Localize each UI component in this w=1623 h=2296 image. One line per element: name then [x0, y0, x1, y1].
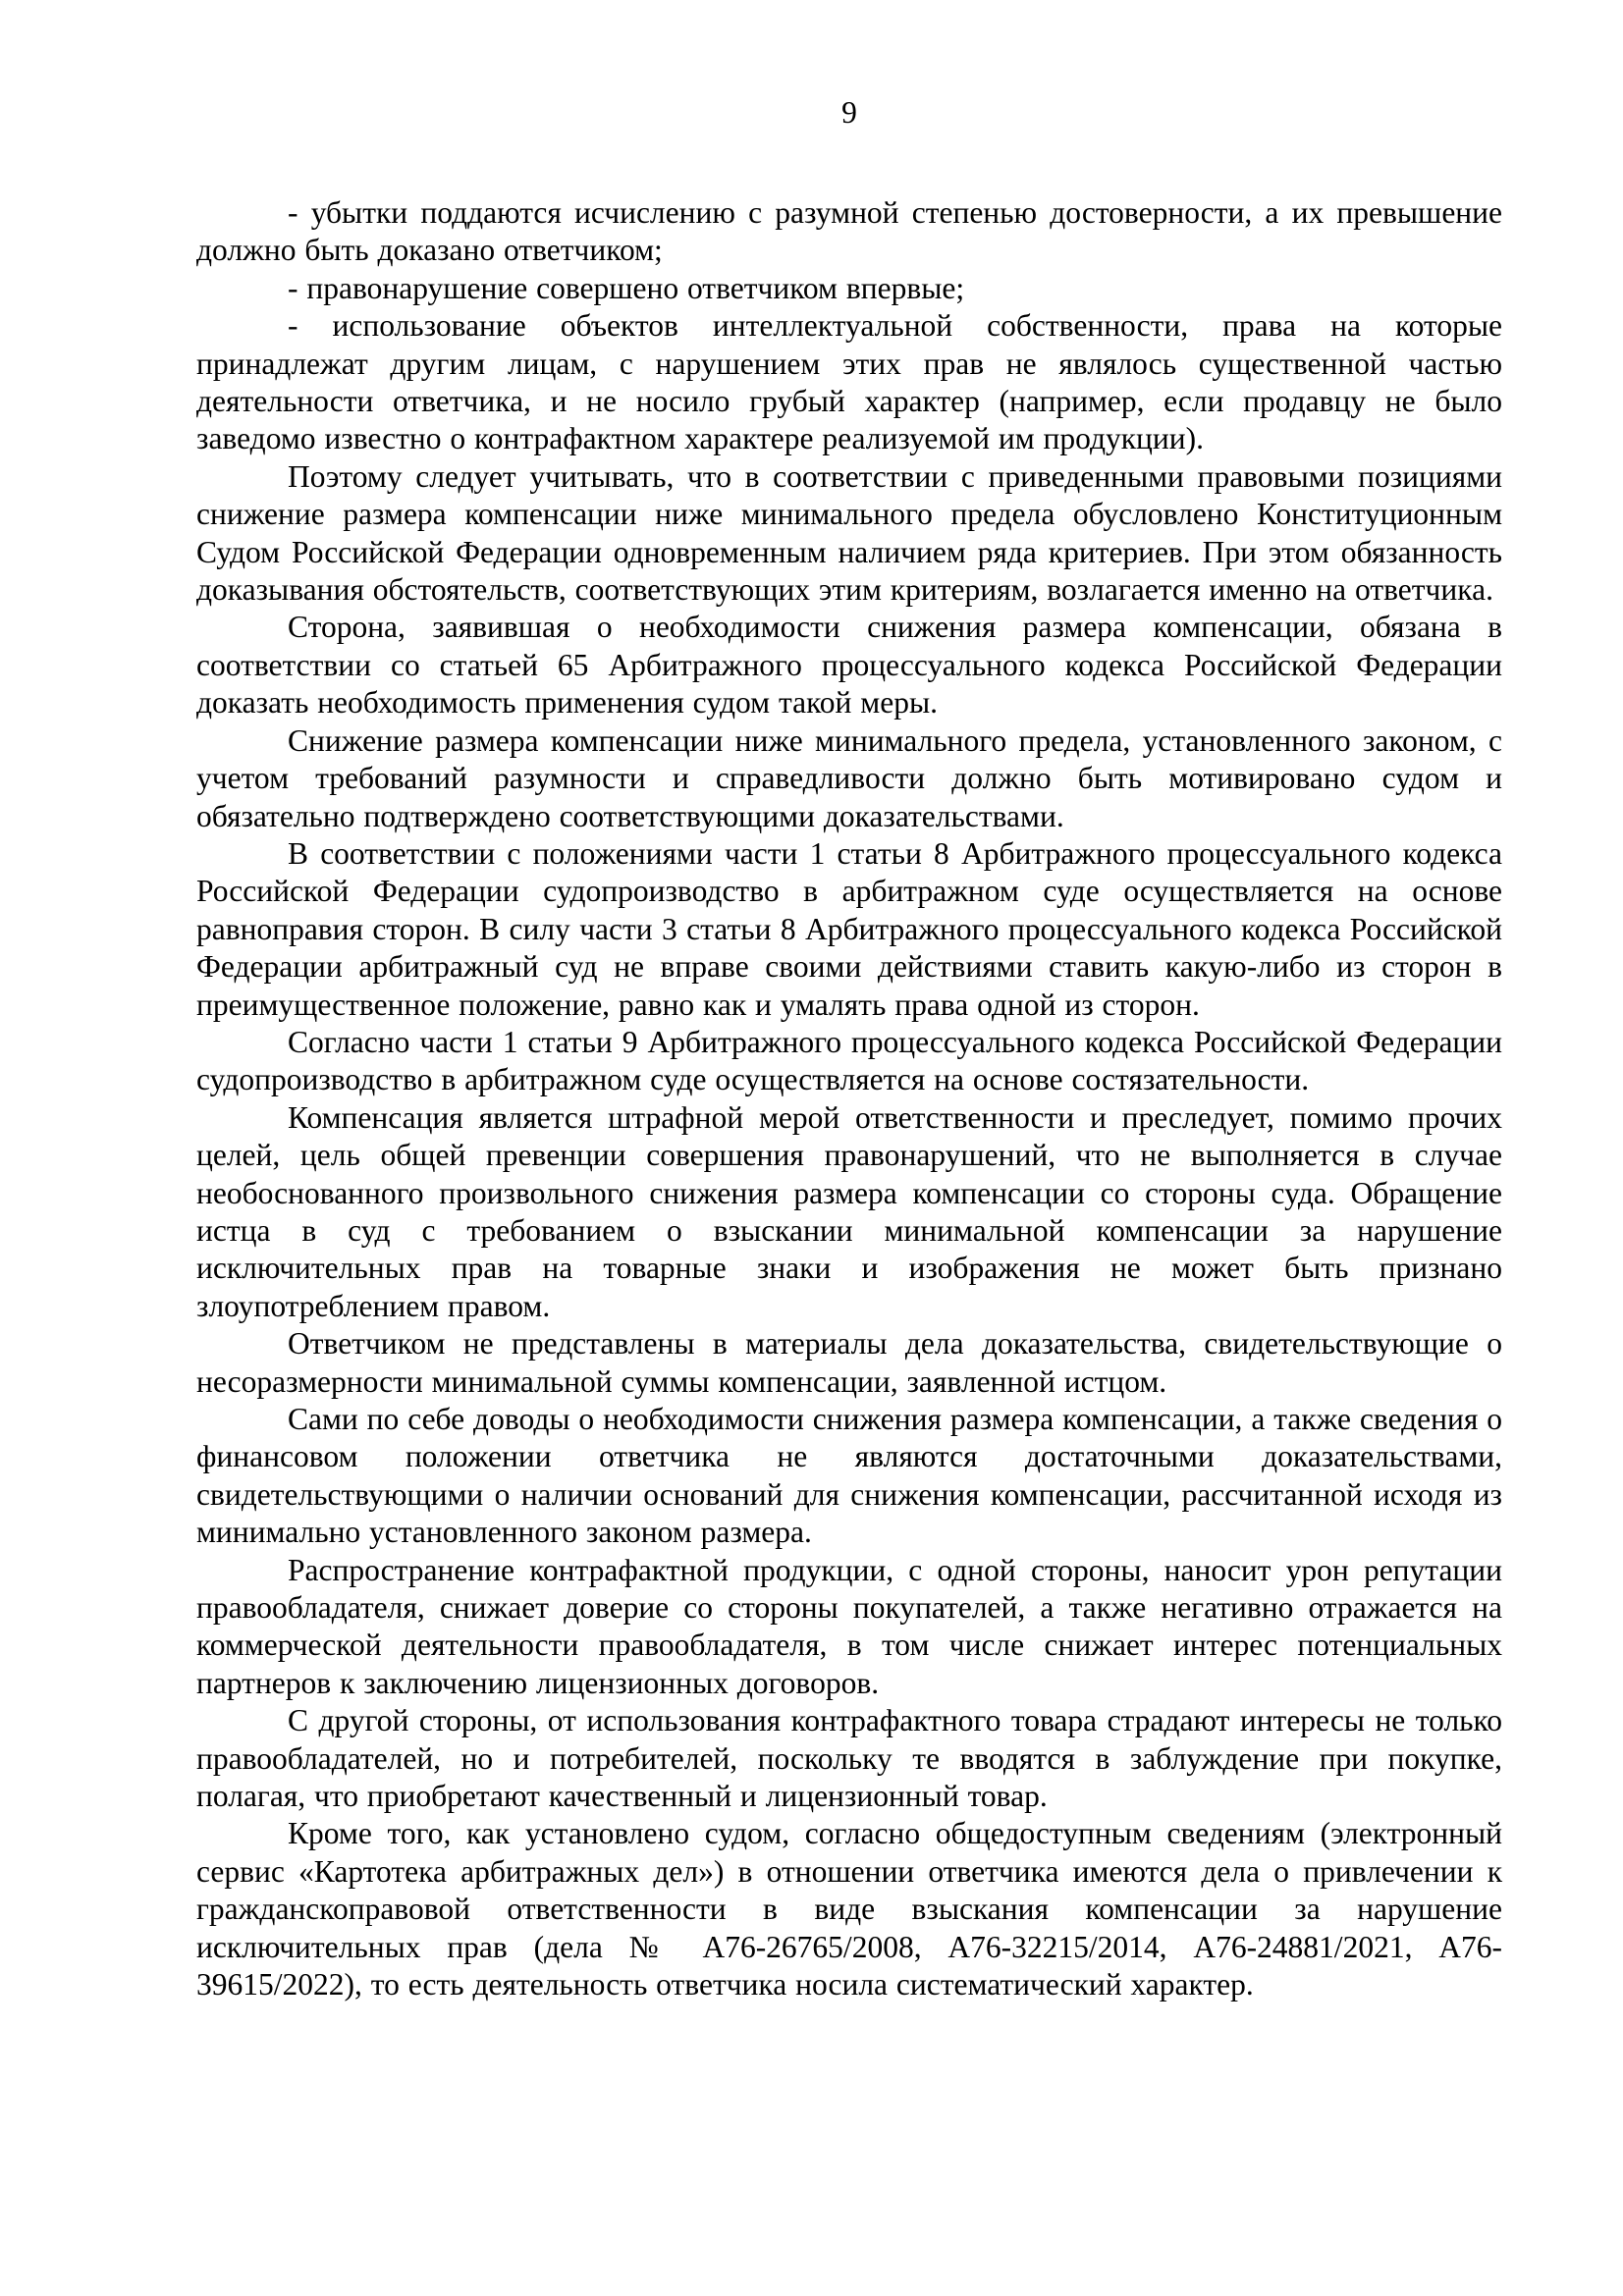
- paragraph-article-65-burden: Сторона, заявившая о необходимости снижения размера компенсации, обязана в соответствии со статьей 65 Арбитражного процессуального кодекса Российской Федерации доказать необходимость применения судом такой меры.: [196, 610, 1502, 721]
- paragraph-no-evidence-from-defendant: Ответчиком не представлены в материалы дела доказательства, свидетельствующие о несоразмерности минимальной суммы компенсации, заявленной истцом.: [196, 1326, 1502, 1399]
- paragraph-ip-use-nature: - использование объектов интеллектуальной собственности, права на которые принадлежат другим лицам, с нарушением этих прав не являлось существенной частью деятельности ответчика, и не носило грубый характер (например, если продавцу не было заведомо известно о контрафактном характере реализуемой им продукции).: [196, 308, 1502, 456]
- document-body: [196, 194, 1502, 2004]
- paragraph-losses-provable: - убытки поддаются исчислению с разумной степенью достоверности, а их превышение должно быть доказано ответчиком;: [196, 195, 1502, 268]
- paragraph-arguments-insufficient: Сами по себе доводы о необходимости снижения размера компенсации, а также сведения о финансовом положении ответчика не являются достаточными доказательствами, свидетельствующими о наличии оснований для снижения компенсации, рассчитанной исходя из минимально установленного законом размера.: [196, 1402, 1502, 1550]
- paragraph-reduction-must-be-motivated: Снижение размера компенсации ниже минимального предела, установленного законом, с учетом требований разумности и справедливости должно быть мотивировано судом и обязательно подтверждено соответствующими доказательствами.: [196, 722, 1502, 833]
- paragraph-article-8-equality: В соответствии с положениями части 1 статьи 8 Арбитражного процессуального кодекса Российской Федерации судопроизводство в арбитражном суде осуществляется на основе равноправия сторон. В силу части 3 статьи 8 Арбитражного процессуального кодекса Российской Федерации арбитражный суд не вправе своими действиями ставить какую-либо из сторон в преимущественное положение, равно как и умалять права одной из сторон.: [196, 835, 1502, 1022]
- paragraph-consumers-misled: С другой стороны, от использования контрафактного товара страдают интересы не только правообладателей, но и потребителей, поскольку те вводятся в заблуждение при покупке, полагая, что приобретают качественный и лицензионный товар.: [196, 1703, 1502, 1814]
- page-number: 9: [841, 95, 857, 130]
- paragraph-counterfeit-harms-reputation: Распространение контрафактной продукции, с одной стороны, наносит урон репутации правообладателя, снижает доверие со стороны покупателей, а также негативно отражается на коммерческой деятельности правообладателя, в том числе снижает интерес потенциальных партнеров к заключению лицензионных договоров.: [196, 1552, 1502, 1700]
- paragraph-systematic-violations: Кроме того, как установлено судом, согласно общедоступным сведениям (электронный сервис «Картотека арбитражных дел») в отношении ответчика имеются дела о привлечении к гражданскоправовой ответственности в виде взыскания компенсации за нарушение исключительных прав (дела № А76-26765/2008, А76-32215/2014, А76-24881/2021, А76-39615/2022), то есть деятельность ответчика носила систематический характер.: [196, 1816, 1502, 2002]
- paragraph-article-9-adversarial: Согласно части 1 статьи 9 Арбитражного процессуального кодекса Российской Федерации судопроизводство в арбитражном суде осуществляется на основе состязательности.: [196, 1024, 1502, 1097]
- paragraph-compensation-punitive: Компенсация является штрафной мерой ответственности и преследует, помимо прочих целей, цель общей превенции совершения правонарушений, что не выполняется в случае необоснованного произвольного снижения размера компенсации со стороны суда. Обращение истца в суд с требованием о взыскании минимальной компенсации за нарушение исключительных прав на товарные знаки и изображения не может быть признано злоупотреблением правом.: [196, 1099, 1502, 1323]
- paragraph-constitutional-court-criteria: Поэтому следует учитывать, что в соответствии с приведенными правовыми позициями снижение размера компенсации ниже минимального предела обусловлено Конституционным Судом Российской Федерации одновременным наличием ряда критериев. При этом обязанность доказывания обстоятельств, соответствующих этим критериям, возлагается именно на ответчика.: [196, 458, 1502, 608]
- paragraph-first-offense: - правонарушение совершено ответчиком впервые;: [288, 270, 965, 305]
